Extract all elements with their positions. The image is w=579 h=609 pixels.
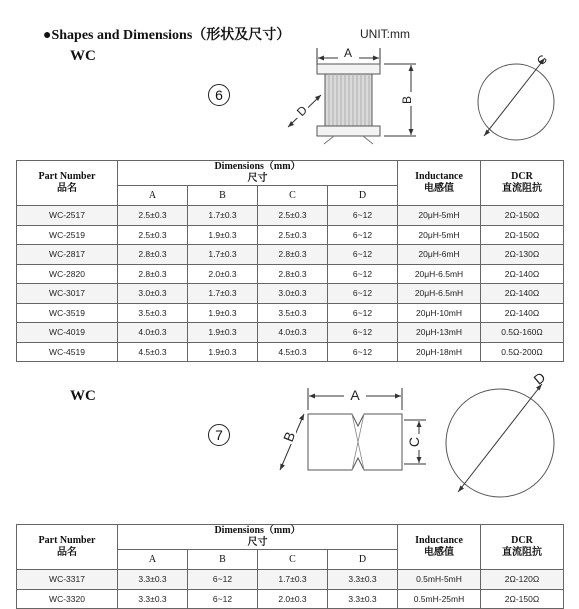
- cell-inductance: 20μH-6mH: [398, 245, 481, 265]
- dim-label-b: B: [279, 429, 299, 444]
- cell-inductance: 0.5mH-5mH: [398, 570, 481, 590]
- cell-dim-b: 1.7±0.3: [188, 284, 258, 304]
- cell-part-number: WC-3320: [17, 589, 118, 609]
- figure-number-6: [208, 84, 230, 106]
- cell-dim-a: 2.8±0.3: [118, 264, 188, 284]
- cell-part-number: WC-2817: [17, 245, 118, 265]
- heading-title-cjk: （形状及尺寸）: [192, 28, 291, 43]
- spec-table-1-body: [17, 206, 564, 362]
- bullet-icon: ●: [43, 28, 52, 43]
- cell-dim-b: 1.9±0.3: [188, 225, 258, 245]
- cell-inductance: 20μH-5mH: [398, 206, 481, 226]
- table-row: [17, 225, 564, 245]
- cell-dim-a: 4.0±0.3: [118, 323, 188, 343]
- cell-dim-c: 2.5±0.3: [258, 225, 328, 245]
- spec-table-1: [16, 160, 564, 362]
- cell-inductance: 20μH-18mH: [398, 342, 481, 362]
- cell-dim-d: 6~12: [328, 323, 398, 343]
- table-row: [17, 245, 564, 265]
- cell-part-number: WC-3017: [17, 284, 118, 304]
- cell-dim-b: 1.7±0.3: [188, 206, 258, 226]
- cell-dcr: 0.5Ω-200Ω: [481, 342, 564, 362]
- table-row: [17, 323, 564, 343]
- th-col-a: A: [118, 186, 188, 206]
- cell-part-number: WC-4519: [17, 342, 118, 362]
- cell-dim-a: 2.5±0.3: [118, 206, 188, 226]
- cell-dim-b: 6~12: [188, 589, 258, 609]
- cell-dim-b: 1.7±0.3: [188, 245, 258, 265]
- cell-dim-a: 3.5±0.3: [118, 303, 188, 323]
- cell-dcr: 2Ω-140Ω: [481, 303, 564, 323]
- dim-label-c: C: [406, 436, 422, 448]
- cell-inductance: 0.5mH-25mH: [398, 589, 481, 609]
- table-row: [17, 342, 564, 362]
- table-row: [17, 570, 564, 590]
- series-label-2: WC: [70, 388, 96, 404]
- cell-inductance: 20μH-10mH: [398, 303, 481, 323]
- cell-dcr: 2Ω-130Ω: [481, 245, 564, 265]
- figure-number-text: 7: [215, 427, 223, 443]
- cell-dim-a: 3.0±0.3: [118, 284, 188, 304]
- cell-dim-d: 3.3±0.3: [328, 570, 398, 590]
- cell-dim-d: 6~12: [328, 303, 398, 323]
- cell-dim-a: 2.5±0.3: [118, 225, 188, 245]
- table-row: [17, 264, 564, 284]
- th-dimensions: Dimensions（mm） 尺寸: [118, 161, 398, 186]
- dim-label-d: D: [530, 368, 549, 388]
- drum-core-diagram: [276, 366, 566, 506]
- th-part-number: Part Number 品名: [17, 161, 118, 206]
- th-col-c: C: [258, 186, 328, 206]
- th-inductance: Inductance 电感值: [398, 161, 481, 206]
- th-part-number: Part Number 品名: [17, 525, 118, 570]
- spec-table-2: [16, 524, 564, 609]
- cell-dim-c: 4.0±0.3: [258, 323, 328, 343]
- cell-inductance: 20μH-13mH: [398, 323, 481, 343]
- cell-dim-c: 3.0±0.3: [258, 284, 328, 304]
- cell-part-number: WC-3519: [17, 303, 118, 323]
- unit-label: UNIT:mm: [360, 27, 410, 41]
- cell-part-number: WC-2519: [17, 225, 118, 245]
- th-col-b: B: [188, 186, 258, 206]
- table-row: [17, 284, 564, 304]
- cell-part-number: WC-2517: [17, 206, 118, 226]
- cell-dim-d: 3.3±0.3: [328, 589, 398, 609]
- cell-dim-c: 4.5±0.3: [258, 342, 328, 362]
- cell-dim-c: 2.0±0.3: [258, 589, 328, 609]
- dim-label-a: A: [343, 46, 353, 60]
- cell-inductance: 20μH-6.5mH: [398, 264, 481, 284]
- dim-label-c: C: [533, 51, 551, 69]
- th-inductance: Inductance 电感值: [398, 525, 481, 570]
- cell-dim-b: 1.9±0.3: [188, 323, 258, 343]
- cell-dim-d: 6~12: [328, 245, 398, 265]
- cell-dim-d: 6~12: [328, 264, 398, 284]
- cell-inductance: 20μH-5mH: [398, 225, 481, 245]
- cell-dim-b: 2.0±0.3: [188, 264, 258, 284]
- th-col-d: D: [328, 550, 398, 570]
- cell-dcr: 0.5Ω-160Ω: [481, 323, 564, 343]
- cell-dim-d: 6~12: [328, 225, 398, 245]
- cell-dim-a: 2.8±0.3: [118, 245, 188, 265]
- spec-table-2-body: [17, 570, 564, 609]
- cell-dim-b: 1.9±0.3: [188, 303, 258, 323]
- table-row: [17, 206, 564, 226]
- cell-dcr: 2Ω-140Ω: [481, 284, 564, 304]
- cell-part-number: WC-3317: [17, 570, 118, 590]
- cell-dim-d: 6~12: [328, 342, 398, 362]
- dim-label-d: D: [293, 102, 311, 120]
- cell-dim-a: 4.5±0.3: [118, 342, 188, 362]
- cell-part-number: WC-2820: [17, 264, 118, 284]
- cell-dim-a: 3.3±0.3: [118, 589, 188, 609]
- cell-dim-d: 6~12: [328, 284, 398, 304]
- cell-dim-b: 1.9±0.3: [188, 342, 258, 362]
- dim-label-a: A: [350, 387, 360, 403]
- cell-part-number: WC-4019: [17, 323, 118, 343]
- cell-dcr: 2Ω-140Ω: [481, 264, 564, 284]
- th-dcr: DCR 直流阻抗: [481, 525, 564, 570]
- cell-dim-d: 6~12: [328, 206, 398, 226]
- cell-inductance: 20μH-6.5mH: [398, 284, 481, 304]
- cell-dim-a: 3.3±0.3: [118, 570, 188, 590]
- cell-dcr: 2Ω-150Ω: [481, 225, 564, 245]
- th-dimensions: Dimensions（mm） 尺寸: [118, 525, 398, 550]
- section-heading: [43, 24, 290, 44]
- cell-dcr: 2Ω-150Ω: [481, 206, 564, 226]
- bobbin-coil-diagram: [280, 40, 570, 150]
- th-col-a: A: [118, 550, 188, 570]
- th-col-c: C: [258, 550, 328, 570]
- cell-dim-c: 1.7±0.3: [258, 570, 328, 590]
- cell-dim-c: 2.8±0.3: [258, 245, 328, 265]
- cell-dim-c: 2.5±0.3: [258, 206, 328, 226]
- cell-dim-c: 2.8±0.3: [258, 264, 328, 284]
- cell-dcr: 2Ω-150Ω: [481, 589, 564, 609]
- figure-number-text: 6: [215, 87, 223, 103]
- cell-dim-b: 6~12: [188, 570, 258, 590]
- th-col-b: B: [188, 550, 258, 570]
- cell-dim-c: 3.5±0.3: [258, 303, 328, 323]
- cell-dcr: 2Ω-120Ω: [481, 570, 564, 590]
- th-dcr: DCR 直流阻抗: [481, 161, 564, 206]
- dim-label-b: B: [400, 95, 414, 105]
- series-label-1: WC: [70, 48, 96, 64]
- table-row: [17, 303, 564, 323]
- figure-number-7: [208, 424, 230, 446]
- heading-title: Shapes and Dimensions: [51, 28, 193, 43]
- th-col-d: D: [328, 186, 398, 206]
